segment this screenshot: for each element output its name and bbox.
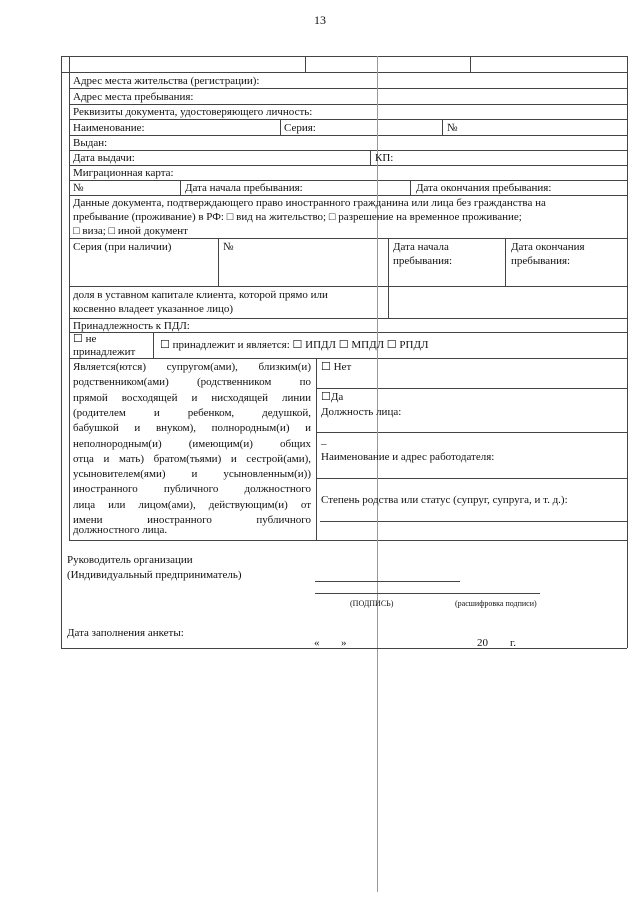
table-border-inner-left xyxy=(69,56,70,540)
doc-stay-start-label-1: Дата начала xyxy=(393,241,449,253)
head-of-organization-label: Руководитель организации xyxy=(67,554,193,566)
doc-stay-end-label-1: Дата окончания xyxy=(511,241,585,253)
relative-description-line: лица или лицом(ами), действующим(и) от xyxy=(73,498,311,511)
relative-description-line: имени иностранного публичного xyxy=(73,514,311,526)
document-number-label: № xyxy=(447,122,458,134)
relative-description-line: родственником(ами) (родственником по xyxy=(73,376,311,389)
kinship-status-label: Степень родства или статус (супруг, супруга, и т. д.): xyxy=(321,494,568,506)
date-quote-close: » xyxy=(341,637,347,649)
signature-line xyxy=(315,581,460,582)
relative-description-line: Является(ются) супругом(ами), близким(и) xyxy=(73,361,311,373)
pdl-belongs-checkboxes[interactable]: ☐ принадлежит и является: ☐ ИПДЛ ☐ МПДЛ ☐ РПДЛ xyxy=(160,339,429,351)
date-year-prefix: 20 xyxy=(477,637,488,649)
residence-address-label: Адрес места жительства (регистрации): xyxy=(73,75,260,87)
entrepreneur-label: (Индивидуальный предприниматель) xyxy=(67,569,242,581)
table-border-left xyxy=(61,56,62,648)
fill-date-label: Дата заполнения анкеты: xyxy=(67,627,184,639)
relative-description-line: бабушкой и внуком), полнородным(и) и xyxy=(73,422,311,435)
relative-yes-checkbox[interactable]: ☐Да xyxy=(321,391,344,403)
relative-description-line: неполнородным(и) (имеющим(и) общих xyxy=(73,437,311,450)
signature-caption: (ПОДПИСЬ) xyxy=(350,599,394,608)
scan-crease-line xyxy=(377,56,378,892)
relative-description-line: отца и мать) братом(тьями) и сестрой(ами), xyxy=(73,452,311,465)
doc-stay-start-label-2: пребывания: xyxy=(393,255,453,267)
kp-label: КП: xyxy=(375,152,394,164)
doc-number-sign: № xyxy=(223,241,234,253)
signature-transcript-line xyxy=(315,593,540,594)
document-series-label: Серия: xyxy=(284,122,316,134)
migration-card-label: Миграционная карта: xyxy=(73,167,174,179)
issue-date-label: Дата выдачи: xyxy=(73,152,135,164)
document-name-label: Наименование: xyxy=(73,122,145,134)
signature-transcript-caption: (расшифровка подписи) xyxy=(455,599,537,608)
relative-description-line: прямой восходящей и нисходящей линии xyxy=(73,391,311,404)
doc-series-optional-label: Серия (при наличии) xyxy=(73,241,172,253)
doc-stay-end-label-2: пребывания: xyxy=(511,255,571,267)
dash-mark: _ xyxy=(321,434,327,446)
residence-right-doc-line3: □ виза; □ иной документ xyxy=(73,225,188,237)
migration-card-number-label: № xyxy=(73,182,84,194)
pdl-not-belongs-checkbox[interactable]: ☐ не xyxy=(73,333,97,345)
stay-end-label: Дата окончания пребывания: xyxy=(416,182,552,194)
pdl-not-belongs-label: принадлежит xyxy=(73,346,136,358)
stay-address-label: Адрес места пребывания: xyxy=(73,91,194,103)
date-month-line xyxy=(347,648,475,649)
pdl-affiliation-label: Принадлежность к ПДЛ: xyxy=(73,320,190,332)
date-day-line xyxy=(322,648,340,649)
date-quote-open: « xyxy=(314,637,320,649)
official-position-label: Должность лица: xyxy=(321,406,402,418)
share-capital-line1: доля в уставном капитале клиента, которой прямо или xyxy=(73,289,328,301)
date-year-suffix: г. xyxy=(510,637,517,649)
page-number: 13 xyxy=(314,13,326,27)
share-capital-line2: косвенно владеет указанное лицо) xyxy=(73,303,234,315)
issued-by-label: Выдан: xyxy=(73,137,108,149)
table-border-right xyxy=(627,56,628,648)
stay-start-label: Дата начала пребывания: xyxy=(185,182,303,194)
relative-no-checkbox[interactable]: ☐ Нет xyxy=(321,361,352,373)
date-year-line xyxy=(490,648,507,649)
id-document-label: Реквизиты документа, удостоверяющего личность: xyxy=(73,106,313,118)
residence-right-doc-line2: пребывание (проживание) в РФ: □ вид на жительство; □ разрешение на временное проживание; xyxy=(73,211,522,223)
relative-last-line: должностного лица. xyxy=(73,524,168,536)
relative-description-line: усыновителем(ями) и усыновленным(и)) xyxy=(73,468,311,481)
residence-right-doc-line1: Данные документа, подтверждающего право иностранного гражданина или лица без гражданства на xyxy=(73,197,546,209)
relative-description-line: (родителем и ребенком, дедушкой, xyxy=(73,406,311,419)
employer-label: Наименование и адрес работодателя: xyxy=(321,451,495,463)
relative-description-line: иностранного публичного должностного xyxy=(73,483,311,496)
